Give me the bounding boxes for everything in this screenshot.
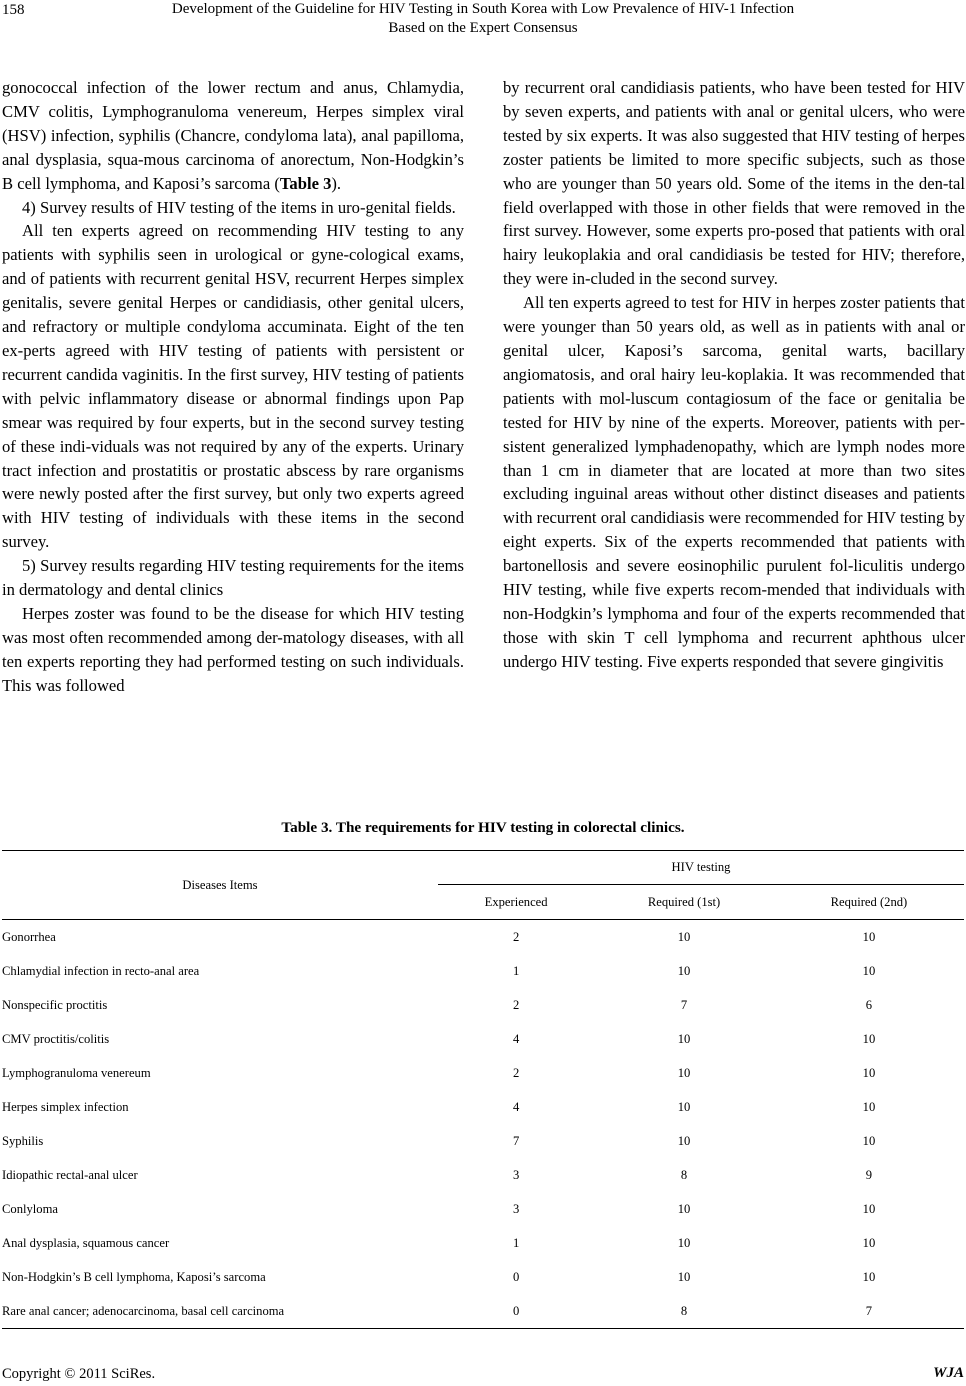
section-heading: 4) Survey results of HIV testing of the items in uro-genital fields. — [22, 197, 456, 217]
cell-required-2nd: 7 — [774, 1294, 964, 1329]
table-row — [2, 1090, 964, 1124]
table-caption: Table 3. The requirements for HIV testing in colorectal clinics. — [281, 819, 685, 836]
paragraph-text: gonococcal infection of the lower rectum and anus, Chlamydia, CMV colitis, Lymphogranuloma venereum, Herpes simplex viral (HSV) infection, syphilis (Chancre, condyloma lata), anal papilloma, anal dysplasia, squa-mous carcinoma of anorectum, Non-Hodgkin’s B cell lymphoma, and Kaposi’s sarcoma ( — [2, 78, 464, 193]
cell-required-2nd: 10 — [862, 1201, 876, 1216]
row-label: Rare anal cancer; adenocarcinoma, basal cell carcinoma — [2, 1294, 438, 1329]
cell-experienced: 0 — [512, 1269, 520, 1284]
cell-required-1st: 10 — [677, 1031, 691, 1046]
cell-required-2nd: 10 — [862, 1065, 876, 1080]
page-header — [0, 0, 966, 48]
table-row — [2, 988, 964, 1022]
cell-required-2nd: 6 — [865, 997, 873, 1012]
table-row — [2, 1294, 964, 1329]
row-label: Gonorrhea — [2, 920, 438, 955]
cell-experienced: 3 — [512, 1201, 520, 1216]
cell-required-1st: 10 — [677, 1133, 691, 1148]
table-row — [2, 1158, 964, 1192]
cell-required-1st: 10 — [677, 1269, 691, 1284]
cell-required-2nd: 10 — [862, 1235, 876, 1250]
column-group-header: HIV testing — [438, 851, 964, 885]
cell-required-1st: 8 — [680, 1167, 688, 1182]
table-row — [2, 1022, 964, 1056]
cell-required-2nd: 10 — [862, 1031, 876, 1046]
cell-required-1st: 10 — [677, 1201, 691, 1216]
copyright-notice: Copyright © 2011 SciRes. — [2, 1366, 156, 1382]
row-label: Lymphogranuloma venereum — [2, 1065, 151, 1080]
cell-experienced: 2 — [438, 920, 594, 955]
paragraph: All ten experts agreed to test for HIV in herpes zoster patients that were younger than 50 years old, as well as in patients with anal or genital ulcer, Kaposi’s sarcoma, genital warts, bacillary angiomatosis, and oral hairy leu-koplakia. It was recommended that patients with mol-luscum contagiosum of the face or genitalia be tested for HIV by nine of the experts. Moreover, patients with per-sistent generalized lymphadenopathy, which are lymph nodes more than 1 cm in diameter that are located at more than two sites excluding inguinal areas without other distinct diseases and patients with recurrent oral candidiasis were recommended for HIV testing by eight experts. Six of the experts recommended that patients with bartonellosis and severe eosinophilic purulent fol-liculitis undergo HIV testing, while five experts recom-mended that individuals with non-Hodgkin’s lymphoma and four of the experts recommended that those with skin T cell lymphoma and recurrent aphthous ulcer undergo HIV testing. Five experts responded that severe gingivitis — [503, 293, 965, 671]
table-reference-link[interactable]: Table 3 — [279, 173, 332, 193]
cell-required-1st: 10 — [677, 1099, 691, 1114]
data-table — [2, 850, 964, 1329]
table-row — [2, 1226, 964, 1260]
column-header-experienced: Experienced — [438, 885, 594, 920]
cell-required-1st: 7 — [680, 997, 688, 1012]
cell-required-1st: 10 — [677, 1065, 691, 1080]
cell-required-2nd: 10 — [862, 1099, 876, 1114]
column-header-required-1st: Required (1st) — [594, 885, 774, 920]
cell-experienced: 1 — [512, 1235, 520, 1250]
table-row — [2, 1192, 964, 1226]
cell-experienced: 2 — [512, 997, 520, 1012]
running-title-line1: Development of the Guideline for HIV Testing in South Korea with Low Prevalence of HIV-1 Infection — [171, 1, 795, 17]
row-label: Herpes simplex infection — [2, 1099, 129, 1114]
row-label: Anal dysplasia, squamous cancer — [2, 1235, 170, 1250]
cell-experienced: 4 — [512, 1031, 520, 1046]
table-row — [2, 954, 964, 988]
paragraph — [2, 76, 464, 196]
section-heading: 5) Survey results regarding HIV testing requirements for the items in dermatology and dental clinics — [2, 556, 464, 600]
row-label: CMV proctitis/colitis — [2, 1031, 110, 1046]
column-header-required-2nd: Required (2nd) — [774, 885, 964, 920]
column-header-diseases: Diseases Items — [2, 851, 438, 920]
row-label: Non-Hodgkin’s B cell lymphoma, Kaposi’s sarcoma — [2, 1269, 266, 1284]
table-row — [2, 1124, 964, 1158]
cell-required-2nd: 10 — [862, 1133, 876, 1148]
row-label: Chlamydial infection in recto-anal area — [2, 963, 200, 978]
paragraph: by recurrent oral candidiasis patients, who have been tested for HIV by seven experts, and patients with anal or genital ulcers, who were tested by six experts. It was also suggested that HIV testing of herpes zoster patients be limited to more specific subjects, such as those who are younger than 50 years old. Some of the items in the den-tal field overlapped with those in other fields that were removed in the first survey. However, some experts pro-posed that patients with oral hairy leukoplakia and oral candidiasis be tested for HIV; therefore, they were in-cluded in the second survey. — [503, 78, 965, 289]
right-column — [503, 76, 965, 674]
row-label: Nonspecific proctitis — [2, 997, 108, 1012]
paragraph: All ten experts agreed on recommending HIV testing to any patients with syphilis seen in urological or gyne-cological exams, and of patients with recurrent genital HSV, recurrent Herpes simplex genitalis, severe genital Herpes or candidiasis, other genital ulcers, and refractory or multiple condyloma accuminata. Eight of the ten ex-perts agreed with HIV testing of patients with persistent or recurrent candida vaginitis. In the first survey, HIV testing of patients with pelvic inflammatory disease or abnormal findings upon Pap smear was required by four experts, but in the second survey testing of these indi-viduals was not required by any of the experts. Urinary tract infection and prostatitis or prostatic abscess by rare organisms were newly posted after the first survey, but only two experts agreed with HIV testing of individuals with these items in the second survey. — [2, 221, 464, 552]
cell-experienced: 7 — [512, 1133, 520, 1148]
cell-experienced: 3 — [512, 1167, 520, 1182]
cell-required-2nd: 10 — [862, 1269, 876, 1284]
paragraph-text-end: ). — [331, 173, 342, 193]
cell-experienced: 1 — [512, 963, 520, 978]
cell-required-1st: 8 — [594, 1294, 774, 1329]
cell-required-1st: 10 — [594, 920, 774, 955]
cell-required-2nd: 10 — [862, 963, 876, 978]
cell-experienced: 2 — [512, 1065, 520, 1080]
left-column — [2, 76, 464, 698]
paragraph: Herpes zoster was found to be the disease for which HIV testing was most often recommended among der-matology diseases, with all ten experts reporting they had performed testing on such individuals. This was followed — [2, 603, 464, 695]
page-number: 158 — [2, 2, 25, 18]
row-label: Syphilis — [2, 1133, 44, 1148]
table-row — [2, 1056, 964, 1090]
cell-experienced: 4 — [512, 1099, 520, 1114]
cell-required-1st: 10 — [677, 963, 691, 978]
journal-abbreviation: WJA — [933, 1365, 964, 1381]
row-label: Idiopathic rectal-anal ulcer — [2, 1167, 138, 1182]
cell-required-1st: 10 — [677, 1235, 691, 1250]
table-row — [2, 920, 964, 955]
row-label: Conlyloma — [2, 1201, 58, 1216]
cell-required-2nd: 10 — [774, 920, 964, 955]
cell-experienced: 0 — [438, 1294, 594, 1329]
cell-required-2nd: 9 — [865, 1167, 873, 1182]
table-row — [2, 1260, 964, 1294]
running-title-line2: Based on the Expert Consensus — [388, 20, 578, 36]
